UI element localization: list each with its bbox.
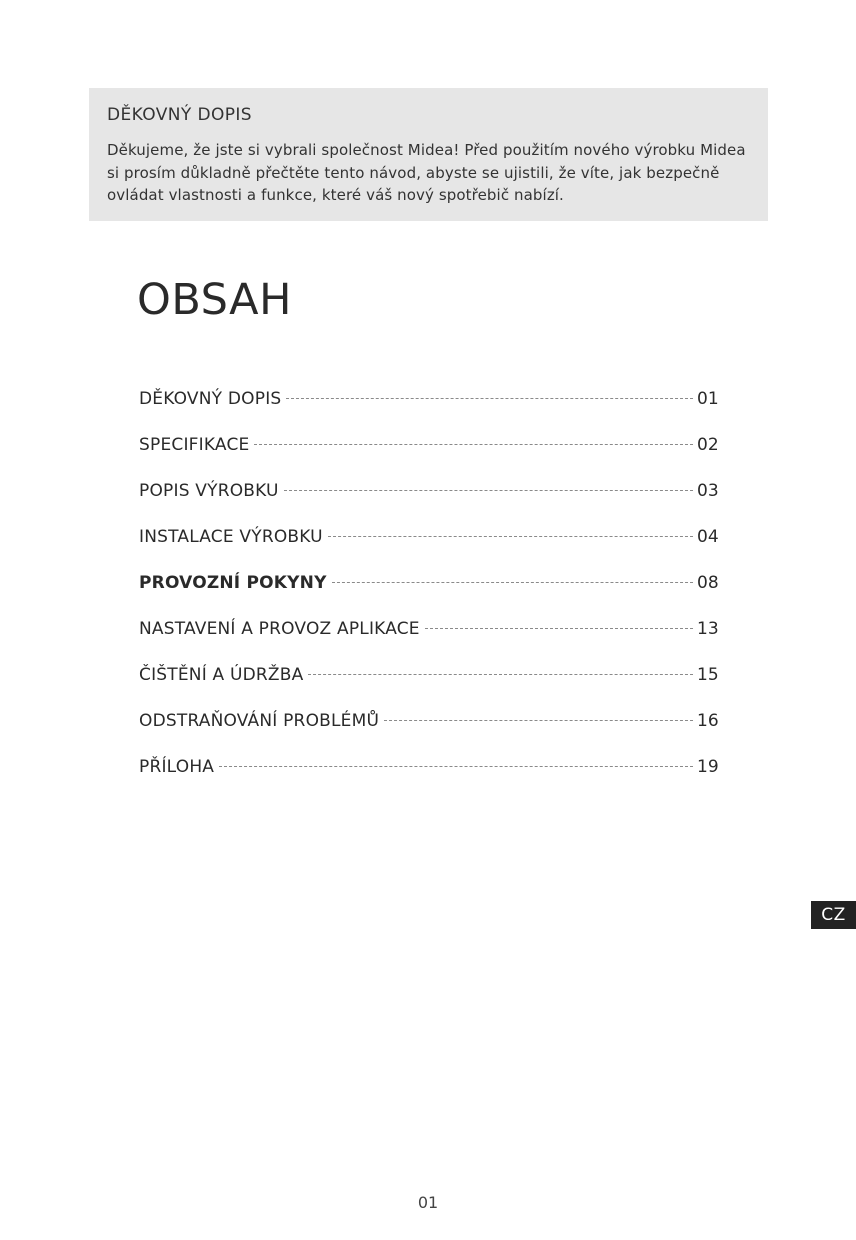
toc-leader-dashes: [328, 536, 693, 537]
toc-leader-dashes: [332, 582, 693, 583]
toc-leader-dashes: [284, 490, 693, 491]
toc-leader-dashes: [254, 444, 693, 445]
toc-entry-label: NASTAVENÍ A PROVOZ APLIKACE: [139, 619, 420, 639]
toc-entry-cleaning-maintenance[interactable]: [139, 665, 719, 711]
toc-entry-page: 02: [697, 435, 719, 455]
toc-leader-dashes: [308, 674, 693, 675]
toc-entry-appendix[interactable]: [139, 757, 719, 803]
letter-body: Děkujeme, že jste si vybrali společnost Midea! Před použitím nového výrobku Midea si prosím důkladně přečtěte tento návod, abyste se ujistili, že víte, jak bezpečně ovládat vlastnosti a funkce, které váš nový spotřebič nabízí.: [107, 141, 746, 204]
toc-entry-page: 15: [697, 665, 719, 685]
toc-entry-label: PŘÍLOHA: [139, 757, 215, 777]
table-of-contents: [139, 389, 719, 803]
toc-entry-page: 08: [697, 573, 719, 593]
toc-entry-specifications[interactable]: [139, 435, 719, 481]
toc-entry-app-setup[interactable]: [139, 619, 719, 665]
letter-title: DĚKOVNÝ DOPIS: [107, 105, 252, 125]
toc-leader-dashes: [219, 766, 693, 767]
toc-entry-installation[interactable]: [139, 527, 719, 573]
toc-entry-page: 16: [697, 711, 719, 731]
toc-entry-page: 04: [697, 527, 719, 547]
thank-you-letter-box: [89, 88, 768, 221]
toc-leader-dashes: [286, 398, 693, 399]
toc-entry-product-description[interactable]: [139, 481, 719, 527]
toc-entry-label: SPECIFIKACE: [139, 435, 250, 455]
toc-entry-label: PROVOZNÍ POKYNY: [139, 573, 327, 593]
language-tab: CZ: [811, 901, 856, 929]
toc-leader-dashes: [384, 720, 693, 721]
toc-entry-page: 13: [697, 619, 719, 639]
toc-entry-label: DĚKOVNÝ DOPIS: [139, 389, 282, 409]
toc-heading: OBSAH: [137, 275, 292, 325]
toc-entry-label: ODSTRAŇOVÁNÍ PROBLÉMŮ: [139, 711, 380, 731]
toc-leader-dashes: [425, 628, 693, 629]
toc-entry-page: 01: [697, 389, 719, 409]
page-number: 01: [417, 1193, 439, 1212]
toc-entry-operating-instructions[interactable]: [139, 573, 719, 619]
toc-entry-label: ČIŠTĚNÍ A ÚDRŽBA: [139, 665, 304, 685]
toc-entry-page: 19: [697, 757, 719, 777]
toc-entry-troubleshooting[interactable]: [139, 711, 719, 757]
toc-entry-thank-you-letter[interactable]: [139, 389, 719, 435]
toc-entry-label: INSTALACE VÝROBKU: [139, 527, 323, 547]
toc-entry-page: 03: [697, 481, 719, 501]
toc-entry-label: POPIS VÝROBKU: [139, 481, 279, 501]
